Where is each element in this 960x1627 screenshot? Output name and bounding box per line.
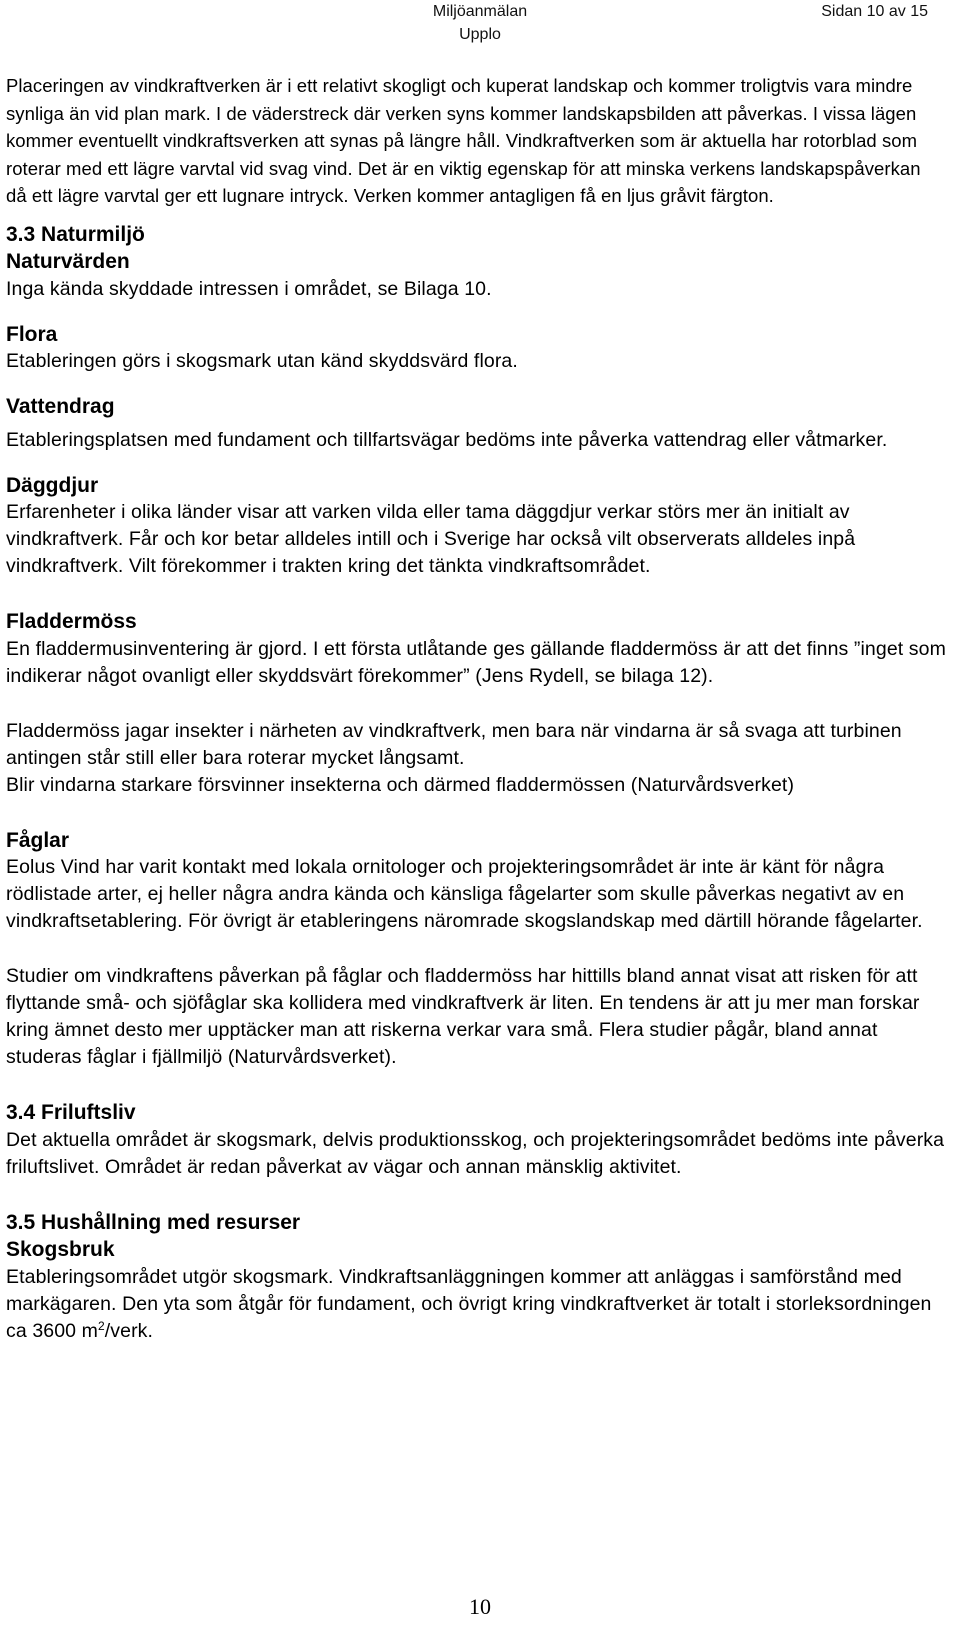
subheading-vattendrag: Vattendrag bbox=[6, 395, 115, 418]
subheading-skogsbruk: Skogsbruk bbox=[6, 1238, 115, 1261]
header-page-indicator: Sidan 10 av 15 bbox=[821, 3, 928, 20]
document-body bbox=[6, 72, 946, 1345]
document-header-title bbox=[428, 0, 532, 46]
header-subtitle: Upplo bbox=[459, 26, 501, 43]
faglar-paragraph-2: Studier om vindkraftens påverkan på fåglar och fladdermöss har hittills bland annat visat att risken för att flyttande små- och sjöfåglar ska kollidera med vindkraftverk är liten. En tendens är att ju mer man forskar kring ämnet desto mer upptäcker man att riskerna verkar vara små. Flera studier pågår, bland annat studeras fåglar i fjällmiljö (Naturvårdsverket). bbox=[6, 965, 920, 1068]
fladdermoss-paragraph-2: Fladdermöss jagar insekter i närheten av vindkraftverk, men bara när vindarna är så svaga att turbinen antingen står still eller bara roterar mycket långsamt. bbox=[6, 719, 902, 769]
section-heading-3-3: 3.3 Naturmiljö bbox=[6, 222, 145, 246]
flora-text: Etableringen görs i skogsmark utan känd skyddsvärd flora. bbox=[6, 350, 518, 372]
subheading-fladdermoss: Fladdermöss bbox=[6, 610, 137, 633]
vattendrag-text: Etableringsplatsen med fundament och tillfartsvägar bedöms inte påverka vattendrag eller våtmarker. bbox=[6, 428, 888, 451]
naturvarden-text: Inga kända skyddade intressen i området, se Bilaga 10. bbox=[6, 277, 492, 300]
skogsbruk-text-tail: /verk. bbox=[104, 1319, 154, 1342]
friluftsliv-text: Det aktuella området är skogsmark, delvis produktionsskog, och projekteringsområdet bedöms inte påverka friluftslivet. Området är redan påverkat av vägar och annan mänsklig aktivitet. bbox=[6, 1128, 945, 1178]
skogsbruk-text-body: Etableringsområdet utgör skogsmark. Vindkraftsanläggningen kommer att anläggas i samförstånd med markägaren. Den yta som åtgår för fundament, och övrigt kring vindkraftverket är totalt i storleksordningen ca 3600 m bbox=[6, 1265, 932, 1342]
fladdermoss-paragraph-3: Blir vindarna starkare försvinner insekterna och därmed fladdermössen (Naturvårdsverket) bbox=[6, 773, 795, 796]
faglar-paragraph-1: Eolus Vind har varit kontakt med lokala ornitologer och projekteringsområdet är inte är känt för några rödlistade arter, ej heller några andra kända och känsliga fågelarter som skulle påverkas negativt av en vindkraftsetablering. För övrigt är etableringens näromrade skogslandskap med därtill hörande fågelarter. bbox=[6, 856, 923, 932]
fladdermoss-paragraph-1: En fladdermusinventering är gjord. I ett första utlåtande ges gällande fladdermöss är att det finns ”inget som indikerar något ovanligt eller skyddsvärt förekommer” (Jens Rydell, se bilaga 12). bbox=[6, 637, 946, 687]
subheading-faglar: Fåglar bbox=[6, 828, 70, 852]
section-heading-3-5: 3.5 Hushållning med resurser bbox=[6, 1210, 301, 1234]
skogsbruk-text bbox=[6, 1264, 946, 1345]
subheading-naturvarden: Naturvärden bbox=[6, 250, 130, 273]
subheading-flora: Flora bbox=[6, 322, 58, 346]
daggdjur-text: Erfarenheter i olika länder visar att varken vilda eller tama däggdjur verkar störs mer än initialt av vindkraftverk. Får och kor betar alldeles intill och i Sverige har också vilt observerats alldeles inpå vindkraftverk. Vilt förekommer i trakten kring det tänkta vindkraftsområdet. bbox=[6, 501, 856, 577]
header-title: Miljöanmälan bbox=[432, 3, 528, 20]
subheading-daggdjur: Däggdjur bbox=[6, 473, 99, 497]
superscript-2: 2 bbox=[97, 1318, 105, 1333]
intro-paragraph: Placeringen av vindkraftverken är i ett relativt skogligt och kuperat landskap och kommer troligtvis vara mindre synliga än vid plan mark. I de väderstreck där verken syns kommer landskapsbilden att påverkas. I vissa lägen kommer eventuellt vindkraftsverken att synas på längre håll. Vindkraftverken som är aktuella har rotorblad som roterar med ett lägre varvtal vid svag vind. Det är en viktig egenskap för att minska verkens landskapspåverkan då ett lägre varvtal ger ett lugnare intryck. Verken kommer antagligen få en ljus gråvit färgton. bbox=[6, 75, 921, 206]
page-number: 10 bbox=[469, 1594, 491, 1619]
section-heading-3-4: 3.4 Friluftsliv bbox=[6, 1101, 136, 1124]
